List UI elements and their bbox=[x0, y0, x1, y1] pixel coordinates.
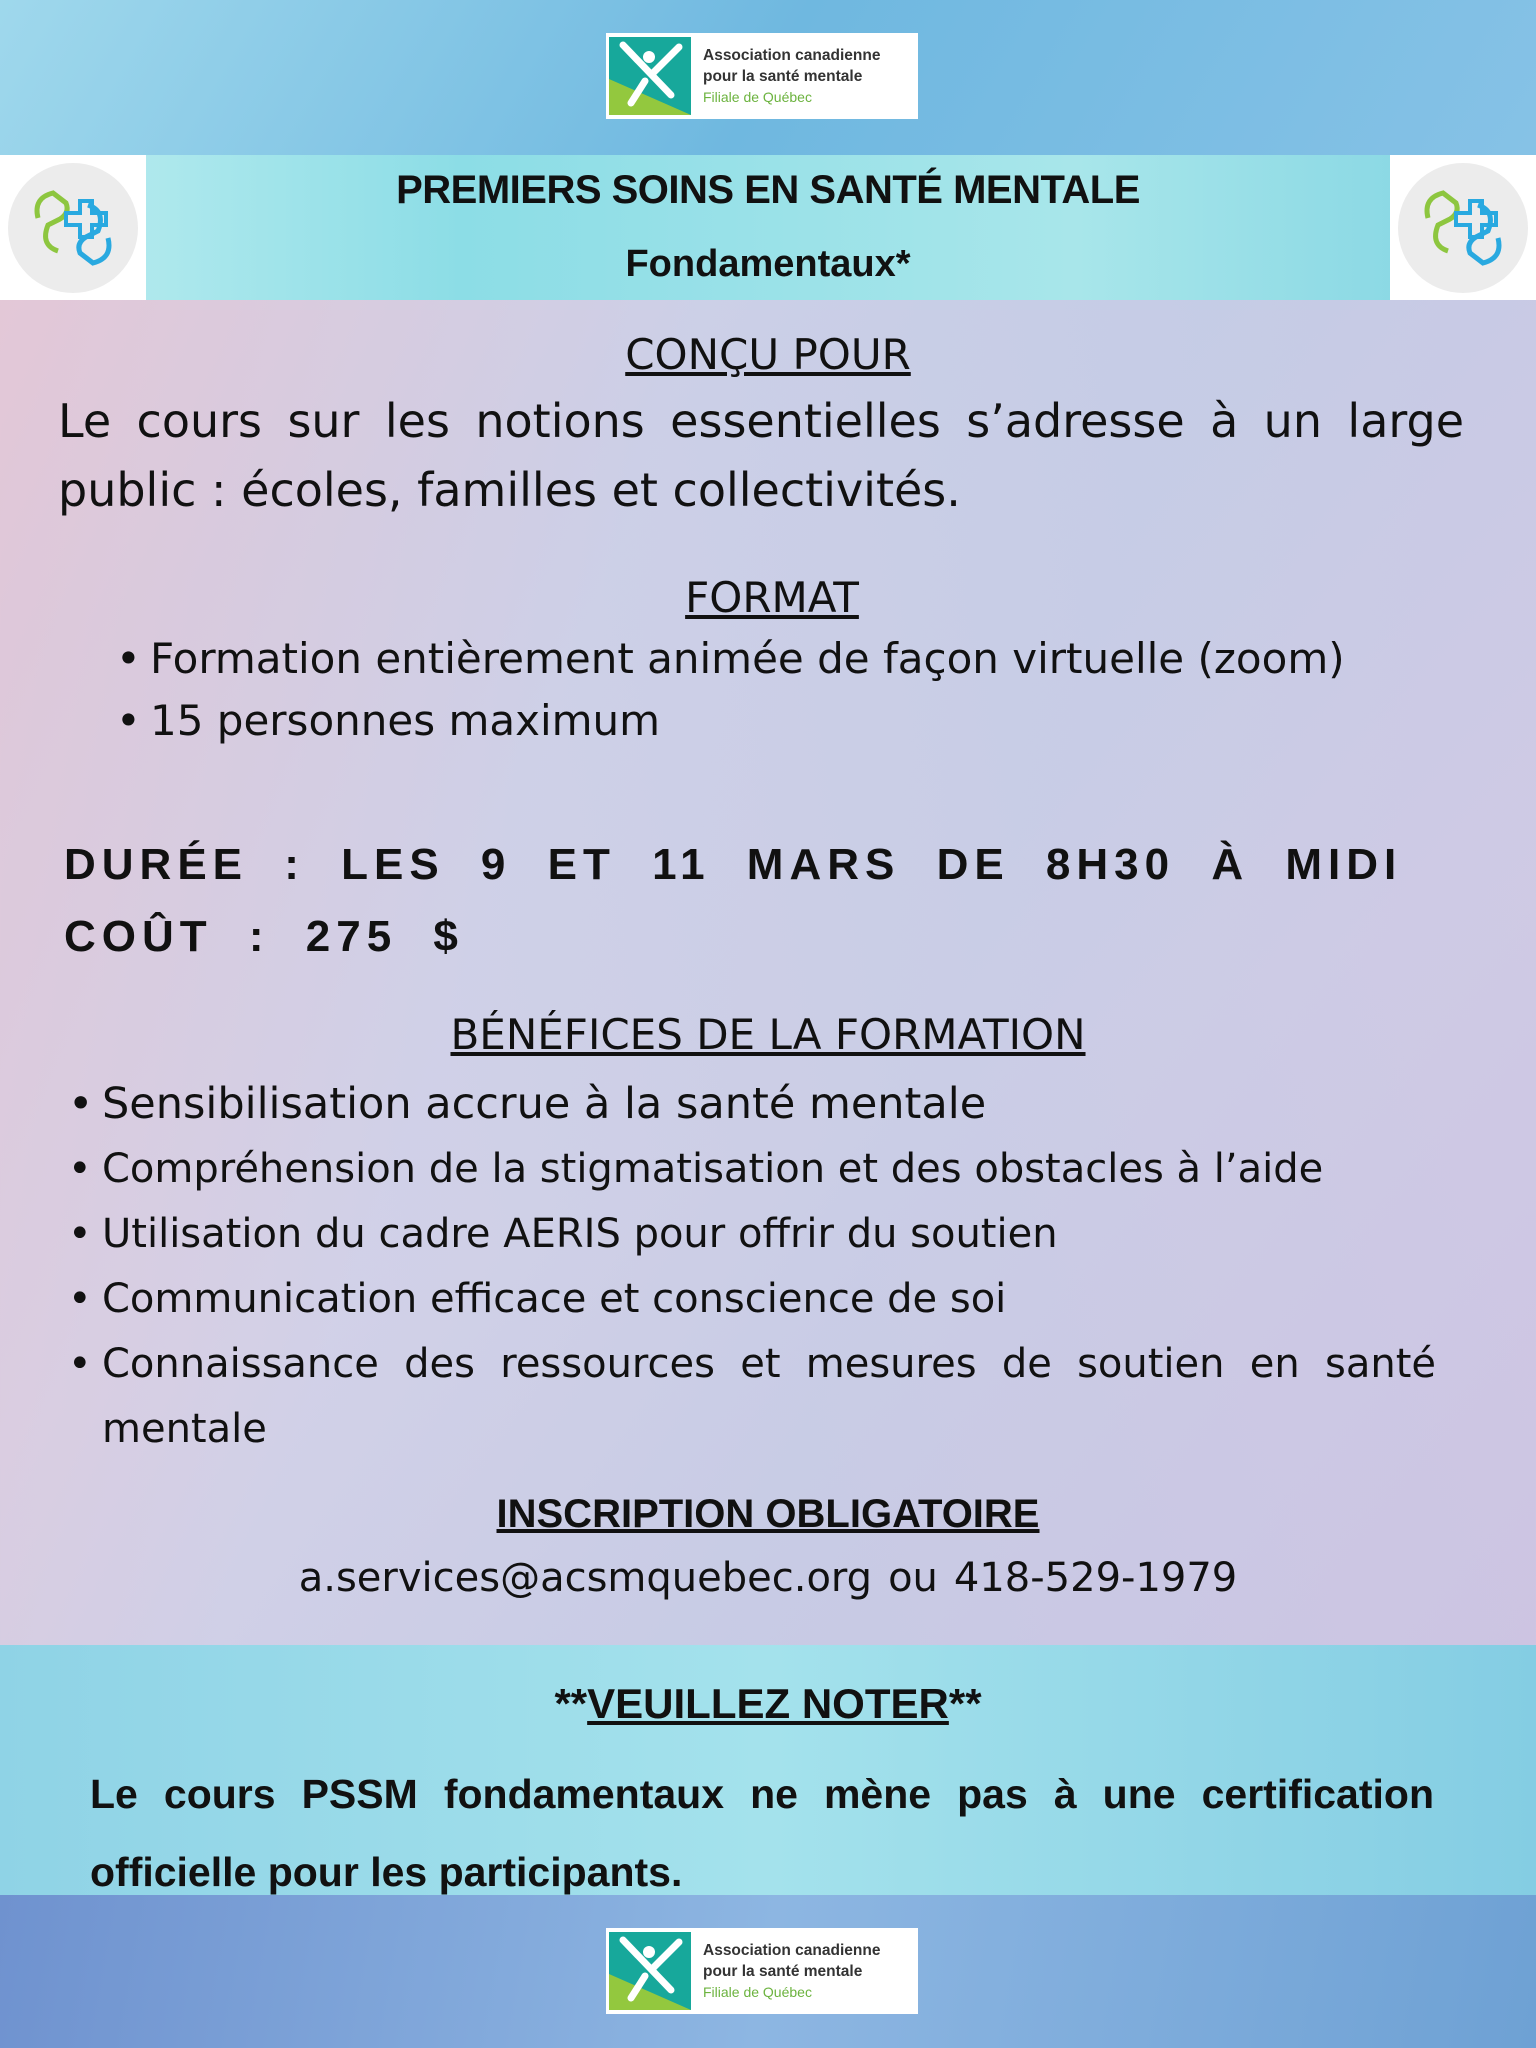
list-item: • 15 personnes maximum bbox=[116, 690, 1345, 752]
list-item: • Compréhension de la stigmatisation et des obstacles à l’aide bbox=[68, 1137, 1436, 1202]
acsm-logo-top bbox=[606, 33, 918, 119]
duree-line: DURÉE : LES 9 ET 11 MARS DE 8H30 À MIDI bbox=[64, 840, 1403, 889]
concu-heading: CONÇU POUR bbox=[625, 330, 911, 379]
note-title bbox=[0, 1680, 1536, 1728]
format-list bbox=[116, 628, 1345, 752]
acsm-logo-icon bbox=[609, 1932, 691, 2010]
contact-line bbox=[0, 1555, 1536, 1601]
benefices-heading: BÉNÉFICES DE LA FORMATION bbox=[450, 1010, 1086, 1059]
logo-line-1: Association canadienne bbox=[703, 46, 881, 64]
acsm-logo-bottom bbox=[606, 1928, 918, 2014]
list-item: • Connaissance des ressources et mesures de soutien en santé mentale bbox=[68, 1332, 1436, 1462]
note-title-text: VEUILLEZ NOTER bbox=[587, 1680, 949, 1727]
email-link[interactable]: a.services@acsmquebec.org bbox=[298, 1555, 873, 1601]
inscription-heading: INSCRIPTION OBLIGATOIRE bbox=[496, 1492, 1040, 1536]
page-subtitle: Fondamentaux* bbox=[625, 243, 911, 285]
acsm-logo-icon bbox=[609, 37, 691, 115]
note-stars-left: ** bbox=[554, 1680, 588, 1727]
format-heading: FORMAT bbox=[685, 573, 859, 622]
page-title: PREMIERS SOINS EN SANTÉ MENTALE bbox=[396, 168, 1140, 212]
concu-text: Le cours sur les notions essentielles s’adresse à un large public : écoles, familles et collectivités. bbox=[58, 394, 1464, 517]
cout-line: COÛT : 275 $ bbox=[64, 912, 464, 961]
note-text: Le cours PSSM fondamentaux ne mène pas à une certification officielle pour les participants. bbox=[90, 1771, 1434, 1895]
list-item: • Sensibilisation accrue à la santé mentale bbox=[68, 1072, 1436, 1137]
logo-line-3: Filiale de Québec bbox=[703, 88, 812, 105]
logo-line-3: Filiale de Québec bbox=[703, 1983, 812, 2000]
logo-line-1: Association canadienne bbox=[703, 1941, 881, 1959]
list-item: • Utilisation du cadre AERIS pour offrir du soutien bbox=[68, 1202, 1436, 1267]
ou-label: ou bbox=[888, 1555, 938, 1601]
note-stars-right: ** bbox=[948, 1680, 982, 1727]
list-item: • Communication efficace et conscience de soi bbox=[68, 1267, 1436, 1332]
benefices-list bbox=[68, 1072, 1436, 1462]
phone-number[interactable]: 418-529-1979 bbox=[953, 1555, 1238, 1601]
list-item: • Formation entièrement animée de façon virtuelle (zoom) bbox=[116, 628, 1345, 690]
logo-line-2: pour la santé mentale bbox=[703, 1962, 863, 1980]
logo-line-2: pour la santé mentale bbox=[703, 67, 863, 85]
